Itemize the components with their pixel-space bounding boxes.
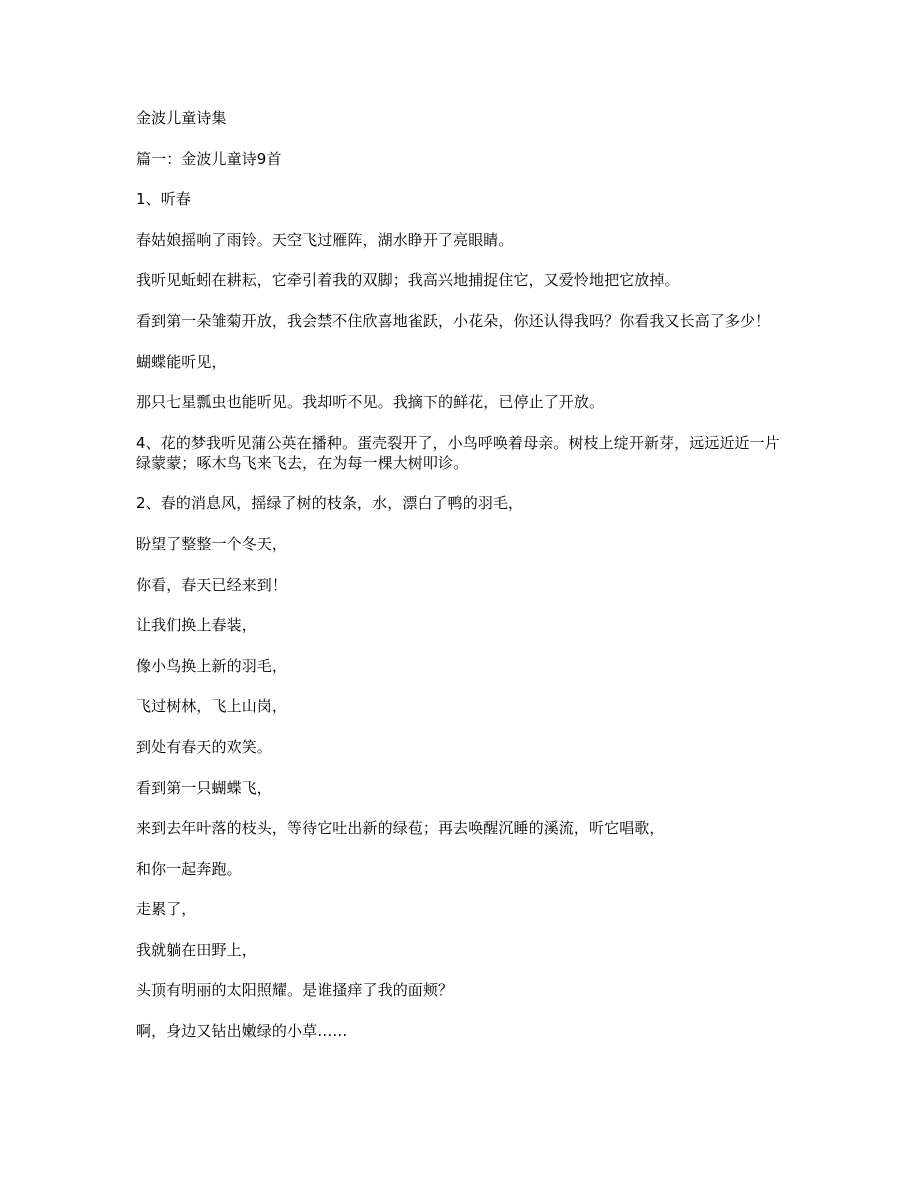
poem-line: 来到去年叶落的枝头，等待它吐出新的绿苞；再去唤醒沉睡的溪流，听它唱歌，: [136, 819, 665, 838]
poem-line: 啊，身边又钻出嫩绿的小草……: [136, 1022, 348, 1041]
poem-line: 4、花的梦我听见蒲公英在播种。蛋壳裂开了，小鸟呼唤着母亲。树枝上绽开新芽，远远近近一片绿蒙蒙；啄木鸟飞来飞去，在为每一棵大树叩诊。: [136, 433, 780, 472]
poem-line: 我就躺在田野上，: [136, 940, 257, 959]
poem-line: 看到第一朵雏菊开放，我会禁不住欣喜地雀跃，小花朵，你还认得我吗？你看我又长高了多少！: [136, 311, 771, 330]
poem-line: 那只七星瓢虫也能听见。我却听不见。我摘下的鲜花，已停止了开放。: [136, 393, 605, 412]
poem-line: 头顶有明丽的太阳照耀。是谁搔痒了我的面颊？: [136, 981, 454, 1000]
poem-line: 你看，春天已经来到！: [136, 575, 288, 594]
poem-line: 我听见蚯蚓在耕耘，它牵引着我的双脚；我高兴地捕捉住它，又爱怜地把它放掉。: [136, 271, 680, 290]
poem-line: 走累了，: [136, 900, 197, 919]
poem-line: 春姑娘摇响了雨铃。天空飞过雁阵，湖水睁开了亮眼睛。: [136, 230, 514, 249]
document-body: [136, 108, 786, 1062]
poem-line: 看到第一只蝴蝶飞，: [136, 778, 272, 797]
section-heading: 篇一：金波儿童诗9首: [136, 149, 282, 168]
poem-line: 和你一起奔跑。: [136, 859, 242, 878]
poem-line: 像小鸟换上新的羽毛，: [136, 656, 288, 675]
poem-line: 到处有春天的欢笑。: [136, 737, 272, 756]
poem-line: 蝴蝶能听见，: [136, 352, 227, 371]
poem-line: 飞过树林，飞上山岗，: [136, 697, 288, 716]
poem-line: 让我们换上春装，: [136, 616, 257, 635]
document-title: 金波儿童诗集: [136, 109, 227, 127]
poem-heading: 1、听春: [136, 190, 191, 209]
poem-line: 盼望了整整一个冬天，: [136, 534, 288, 553]
poem-heading: 2、春的消息风，摇绿了树的枝条，水，漂白了鸭的羽毛，: [136, 494, 524, 513]
